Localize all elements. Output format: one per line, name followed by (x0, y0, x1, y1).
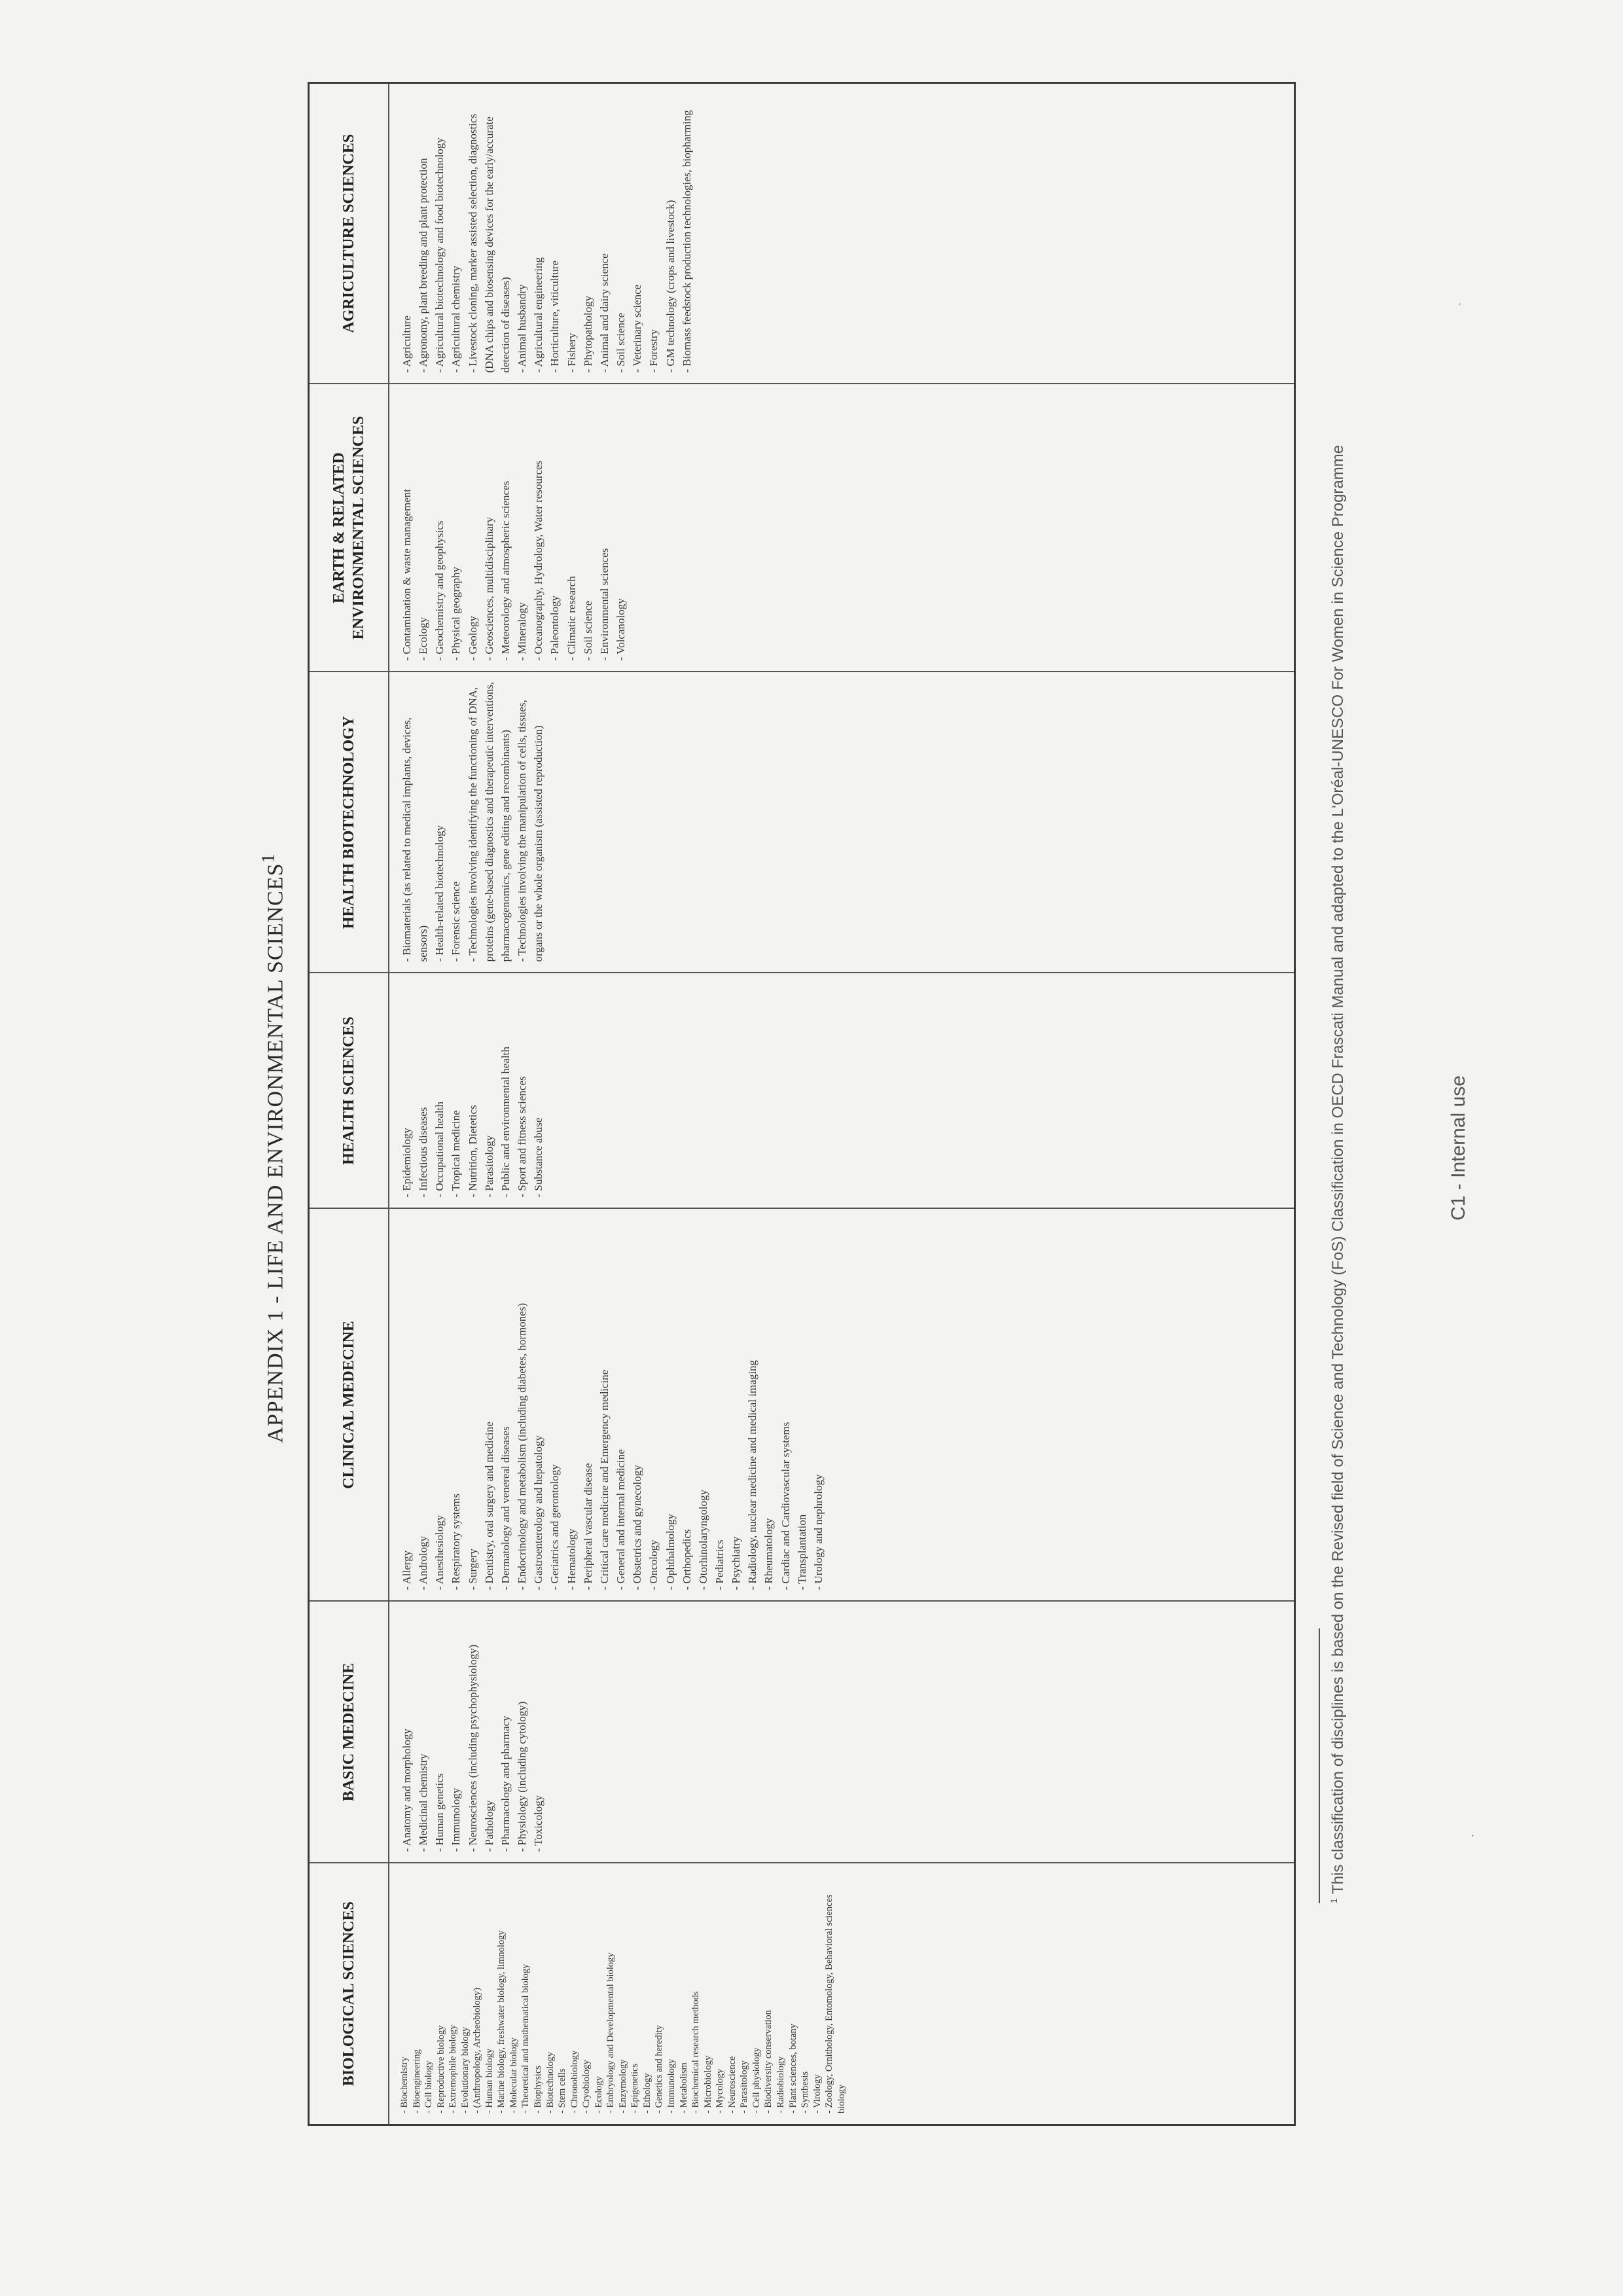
discipline-item: - Climatic research (563, 391, 580, 661)
discipline-item: - Transplantation (794, 1216, 810, 1590)
col-earth-environmental-sciences (389, 384, 1295, 672)
discipline-item: - Technologies involving identifying the functioning of DNA, proteins (gene-based diagnostics and therapeutic interventions, pharmacogenomics, gene editing and recombinants) (465, 679, 514, 962)
discipline-item: - Cardiac and Cardiovascular systems (777, 1216, 794, 1590)
discipline-item: - Epidemiology (399, 980, 415, 1198)
discipline-item: - Geriatrics and gerontology (546, 1216, 563, 1590)
discipline-item: - Oncology (645, 1216, 662, 1590)
discipline-item: - Contamination & waste management (399, 391, 415, 661)
col-basic-medecine (389, 1602, 1295, 1863)
discipline-item: - Embryology and Developmental biology (605, 1871, 617, 2114)
discipline-item: - Anatomy and morphology (399, 1609, 415, 1852)
discipline-item: - Biochemical research methods (690, 1871, 702, 2114)
discipline-item: - Agronomy, plant breeding and plant protection (415, 90, 431, 373)
discipline-item: - Physiology (including cytology) (514, 1609, 530, 1852)
discipline-item: - Infectious diseases (415, 980, 431, 1198)
discipline-item: - Soil science (580, 391, 596, 661)
col-heading-clinical-medecine: CLINICAL MEDECINE (309, 1209, 389, 1602)
discipline-item: - Otorhinolaryngology (695, 1216, 711, 1590)
discipline-item: - Cell biology (423, 1871, 435, 2114)
discipline-item: - Geology (465, 391, 481, 661)
discipline-item: - Neurosciences (including psychophysiology) (465, 1609, 481, 1852)
discipline-item: - Molecular biology (508, 1871, 520, 2114)
table-header-row (309, 83, 389, 2125)
discipline-item: - Anesthesiology (431, 1216, 448, 1590)
discipline-item: - Technologies involving the manipulation of cells, tissues, organs or the whole organism (assisted reproduction) (514, 679, 546, 962)
discipline-item: - Oceanography, Hydrology, Water resources (530, 391, 546, 661)
discipline-item: - Biophysics (532, 1871, 544, 2114)
col-heading-biological-sciences: BIOLOGICAL SCIENCES (309, 1863, 389, 2125)
discipline-item: - Animal and dairy science (596, 90, 613, 373)
discipline-list (399, 90, 695, 373)
discipline-item: - Parasitology (481, 980, 497, 1198)
discipline-item: - Psychiatry (728, 1216, 744, 1590)
discipline-item: - Zoology, Ornithology, Entomology, Behavioral sciences biology (823, 1871, 847, 2114)
scan-speck: · (1453, 302, 1467, 306)
discipline-item: - Neuroscience (726, 1871, 739, 2114)
disciplines-table (308, 82, 1296, 2126)
col-heading-health-sciences: HEALTH SCIENCES (309, 973, 389, 1209)
discipline-item: - Tropical medicine (448, 980, 464, 1198)
page-title: APPENDIX 1 - LIFE AND ENVIRONMENTAL SCIENCES$^1$ (259, 853, 288, 1443)
discipline-item: - Urology and nephrology (810, 1216, 827, 1590)
discipline-list (399, 1871, 847, 2114)
col-heading-basic-medecine: BASIC MEDECINE (309, 1602, 389, 1863)
discipline-item: - Geochemistry and geophysics (431, 391, 448, 661)
discipline-item: - Orthopedics (679, 1216, 695, 1590)
discipline-item: - Immunology (666, 1871, 678, 2114)
discipline-item: - Human genetics (431, 1609, 448, 1852)
discipline-item: - Dentistry, oral surgery and medicine (481, 1216, 497, 1590)
discipline-item: - Marine biology, freshwater biology, limnology (495, 1871, 508, 2114)
discipline-item: - Livestock cloning, marker assisted selection, diagnostics (DNA chips and biosensing devices for the early/accurate detection of diseases) (465, 90, 514, 373)
col-clinical-medecine (389, 1209, 1295, 1602)
discipline-item: - Cell physiology (751, 1871, 763, 2114)
discipline-item: - Biodiversity conservation (762, 1871, 775, 2114)
discipline-item: - Animal husbandry (514, 90, 530, 373)
discipline-item: - Allergy (399, 1216, 415, 1590)
scan-speck: · (1466, 1833, 1480, 1838)
discipline-item: - General and internal medicine (613, 1216, 629, 1590)
discipline-item: - Epigenetics (629, 1871, 641, 2114)
discipline-item: - Biomaterials (as related to medical implants, devices, sensors) (399, 679, 431, 962)
discipline-list (399, 980, 546, 1198)
discipline-item: - Enzymology (617, 1871, 630, 2114)
discipline-item: - Volcanology (613, 391, 629, 661)
discipline-list (399, 679, 546, 962)
footnote: $^1$ This classification of disciplines is based on the Revised field of Science and Technology (FoS) Classification in OECD Frascati Manual and adapted to the L'Oréal-UNESCO For Women in Science Programme (1329, 444, 1347, 1903)
discipline-item: - Extremophile biology (447, 1871, 459, 2114)
discipline-item: - Dermatology and venereal diseases (497, 1216, 514, 1590)
discipline-item: - Critical care medicine and Emergency medicine (596, 1216, 613, 1590)
discipline-list (399, 391, 629, 661)
discipline-item: - (Anthropology, Archeobiology) (471, 1871, 484, 2114)
discipline-item: - Pharmacology and pharmacy (497, 1609, 514, 1852)
discipline-item: - Pediatrics (711, 1216, 728, 1590)
discipline-item: - Biochemistry (399, 1871, 411, 2114)
discipline-item: - Health-related biotechnology (431, 679, 448, 962)
discipline-item: - Evolutionary biology (459, 1871, 472, 2114)
discipline-item: - Occupational health (431, 980, 448, 1198)
discipline-item: - Ophthalmology (662, 1216, 679, 1590)
col-health-biotechnology (389, 672, 1295, 973)
discipline-item: - Rheumatology (760, 1216, 777, 1590)
discipline-item: - Synthesis (799, 1871, 812, 2114)
discipline-item: - Ecology (415, 391, 431, 661)
discipline-item: - Bioengineering (411, 1871, 423, 2114)
discipline-item: - Chronobiology (569, 1871, 581, 2114)
discipline-item: - Agriculture (399, 90, 415, 373)
discipline-item: - Ethology (641, 1871, 654, 2114)
discipline-item: - Veterinary science (629, 90, 645, 373)
discipline-item: - Microbiology (702, 1871, 715, 2114)
col-agriculture-sciences (389, 83, 1295, 384)
footnote-divider (1319, 1628, 1320, 1903)
discipline-item: - Geosciences, multidisciplinary (481, 391, 497, 661)
discipline-item: - Agricultural chemistry (448, 90, 464, 373)
discipline-item: - Respiratory systems (448, 1216, 464, 1590)
discipline-item: - Forensic science (448, 679, 464, 962)
discipline-item: - Ecology (593, 1871, 605, 2114)
discipline-item: - GM technology (crops and livestock) (662, 90, 679, 373)
discipline-item: - Agricultural engineering (530, 90, 546, 373)
col-biological-sciences (389, 1863, 1295, 2125)
discipline-item: - Reproductive biology (435, 1871, 448, 2114)
discipline-item: - Immunology (448, 1609, 464, 1852)
discipline-item: - Agricultural biotechnology and food biotechnology (431, 90, 448, 373)
discipline-item: - Horticulture, viticulture (546, 90, 563, 373)
discipline-item: - Medicinal chemistry (415, 1609, 431, 1852)
discipline-item: - Environmental sciences (596, 391, 613, 661)
discipline-item: - Meteorology and atmospheric sciences (497, 391, 514, 661)
discipline-item: - Paleontology (546, 391, 563, 661)
discipline-item: - Peripheral vascular disease (580, 1216, 596, 1590)
discipline-item: - Gastroenterology and hepatology (530, 1216, 546, 1590)
discipline-item: - Parasitology (738, 1871, 751, 2114)
discipline-item: - Soil science (613, 90, 629, 373)
col-heading-agriculture-sciences: AGRICULTURE SCIENCES (309, 83, 389, 384)
col-heading-health-biotechnology: HEALTH BIOTECHNOLOGY (309, 672, 389, 973)
discipline-item: - Phytopathology (580, 90, 596, 373)
col-health-sciences (389, 973, 1295, 1209)
discipline-item: - Substance abuse (530, 980, 546, 1198)
discipline-item: - Physical geography (448, 391, 464, 661)
discipline-item: - Biotechnology (544, 1871, 557, 2114)
discipline-item: - Public and environmental health (497, 980, 514, 1198)
discipline-item: - Toxicology (530, 1609, 546, 1852)
discipline-item: - Genetics and heredity (653, 1871, 666, 2114)
col-heading-earth-environmental-sciences: EARTH & RELATED ENVIRONMENTAL SCIENCES (309, 384, 389, 672)
discipline-item: - Forestry (645, 90, 662, 373)
discipline-item: - Mycology (714, 1871, 726, 2114)
discipline-item: - Obstetrics and gynecology (629, 1216, 645, 1590)
discipline-item: - Radiology, nuclear medicine and medical imaging (744, 1216, 760, 1590)
classification-label: C1 - Internal use (1448, 1075, 1469, 1221)
discipline-item: - Endocrinology and metabolism (including diabetes, hormones) (514, 1216, 530, 1590)
discipline-item: - Radiobiology (775, 1871, 787, 2114)
discipline-item: - Plant sciences, botany (787, 1871, 800, 2114)
discipline-item: - Mineralogy (514, 391, 530, 661)
discipline-item: - Virology (812, 1871, 824, 2114)
discipline-item: - Biomass feedstock production technologies, biopharming (679, 90, 695, 373)
discipline-item: - Hematology (563, 1216, 580, 1590)
discipline-item: - Sport and fitness sciences (514, 980, 530, 1198)
discipline-item: - Stem cells (556, 1871, 569, 2114)
table-body-row (389, 83, 1295, 2125)
discipline-list (399, 1216, 827, 1590)
discipline-item: - Surgery (465, 1216, 481, 1590)
discipline-item: - Human biology (484, 1871, 496, 2114)
discipline-item: - Fishery (563, 90, 580, 373)
discipline-item: - Metabolism (678, 1871, 690, 2114)
discipline-item: - Theoretical and mathematical biology (520, 1871, 532, 2114)
discipline-item: - Nutrition, Dietetics (465, 980, 481, 1198)
discipline-item: - Andrology (415, 1216, 431, 1590)
discipline-item: - Pathology (481, 1609, 497, 1852)
discipline-item: - Cryobiology (580, 1871, 593, 2114)
discipline-list (399, 1609, 546, 1852)
